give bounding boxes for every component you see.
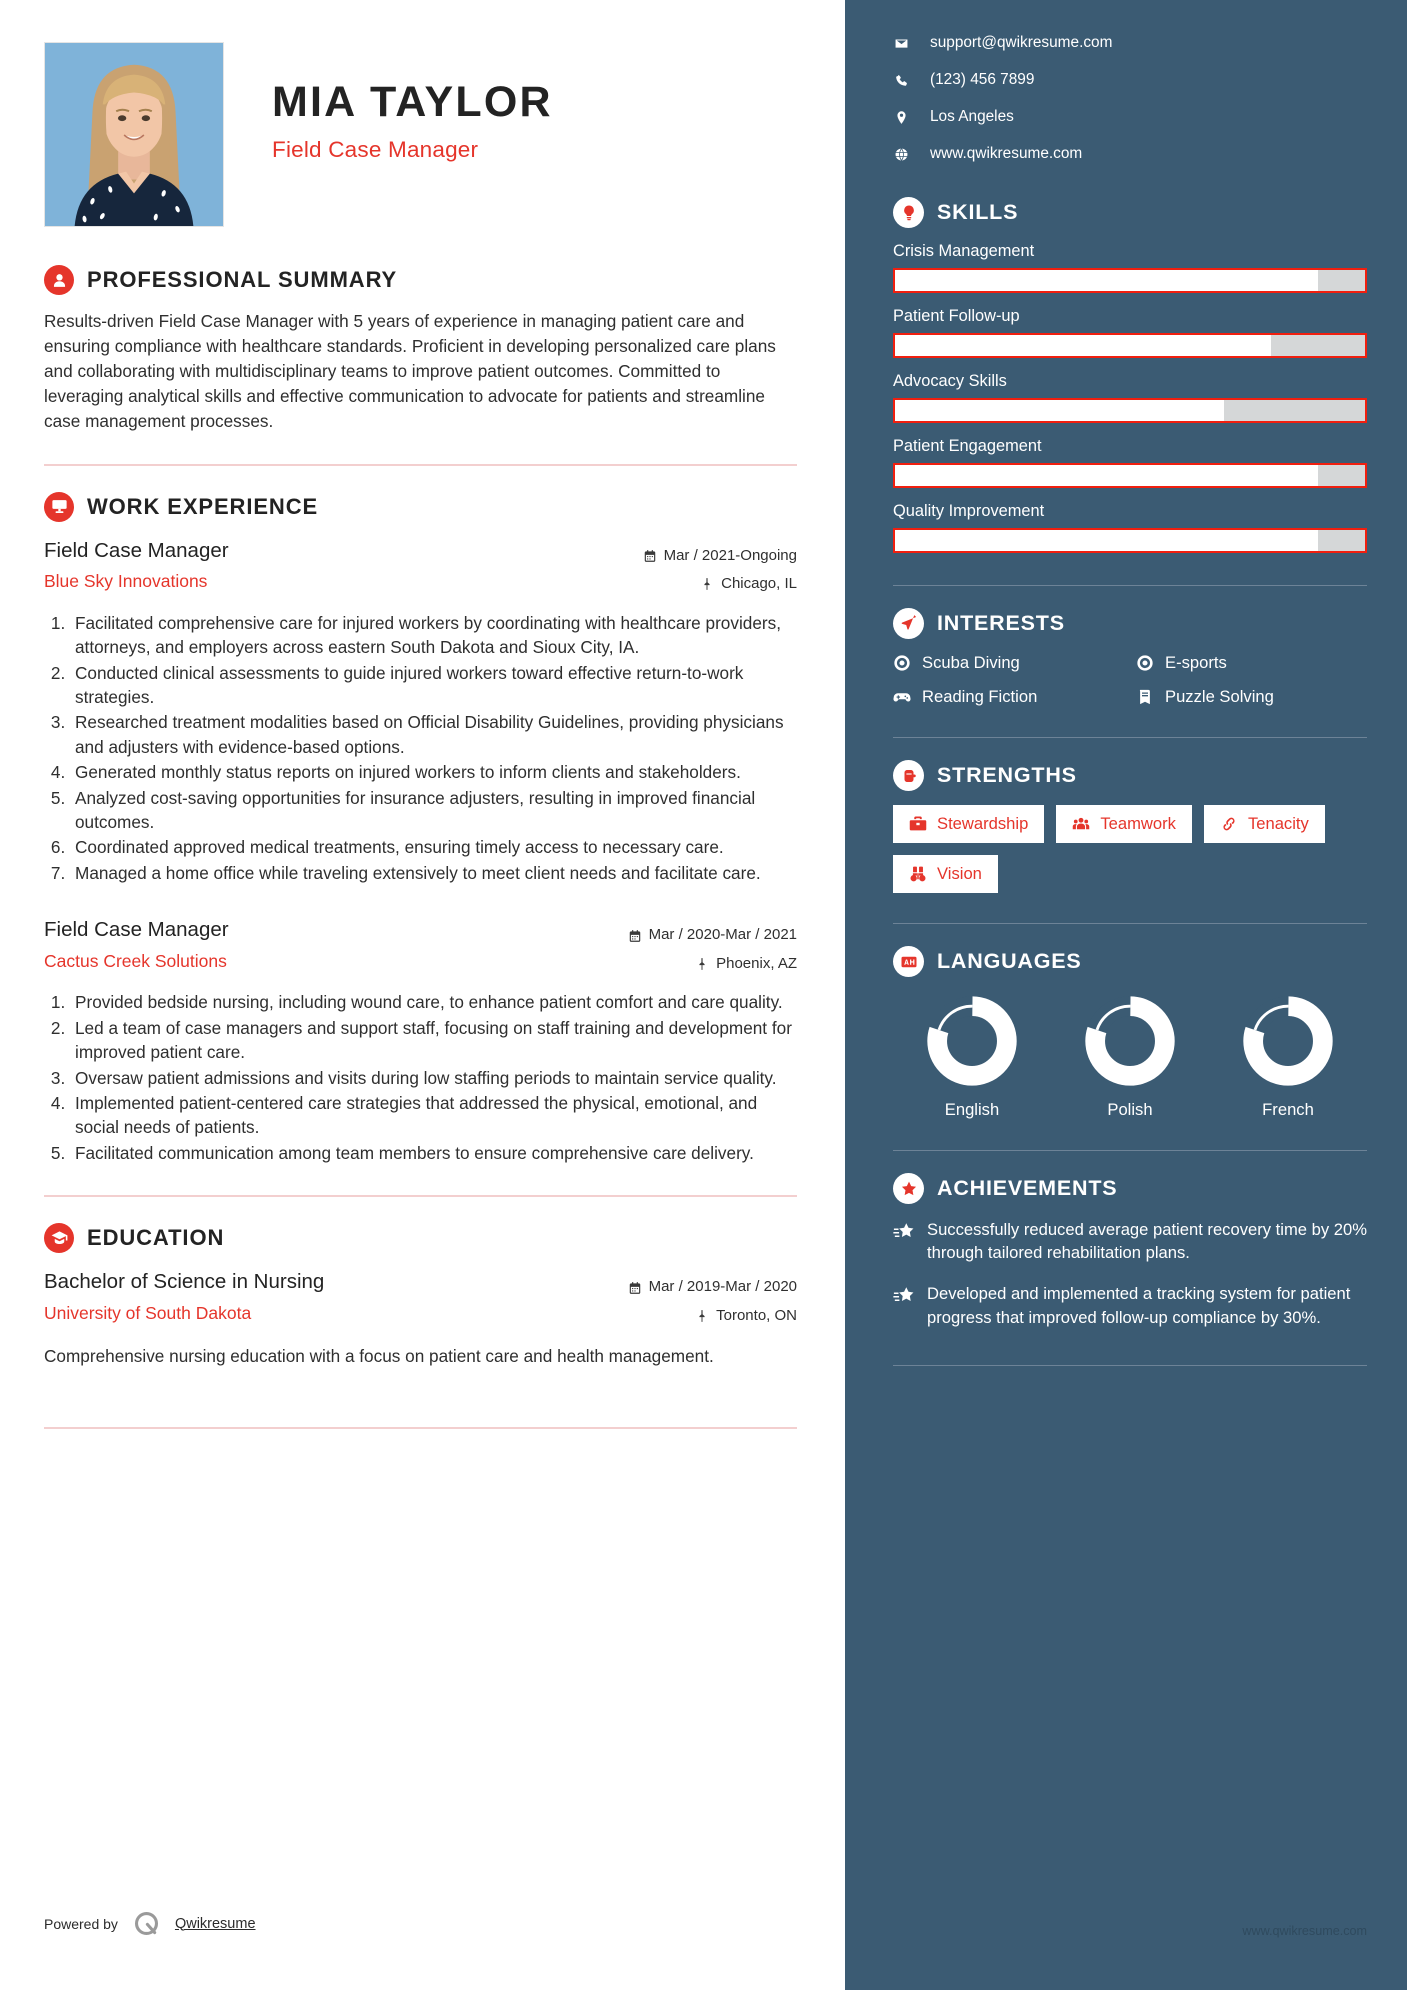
resume-header	[44, 42, 797, 227]
sidebar-footer-url: www.qwikresume.com	[1242, 1924, 1367, 1938]
skill-fill	[895, 530, 1318, 551]
education-location: Toronto, ON	[716, 1306, 797, 1324]
strength-label: Vision	[937, 864, 982, 883]
job-role-subtitle: Field Case Manager	[272, 137, 479, 163]
shooting-star-icon	[893, 1221, 915, 1243]
interest-item	[893, 687, 1124, 707]
language-label: Polish	[1107, 1100, 1153, 1119]
globe-icon	[893, 147, 910, 162]
phone-icon	[893, 73, 910, 88]
calendar-icon	[628, 929, 642, 943]
strength-chip	[893, 805, 1044, 843]
section-header	[893, 197, 1367, 228]
interest-item	[1136, 687, 1367, 707]
section-title: ACHIEVEMENTS	[937, 1176, 1118, 1200]
section-header	[44, 265, 797, 295]
briefcase-monitor-icon	[44, 492, 74, 522]
section-title: LANGUAGES	[937, 949, 1082, 973]
skill-bar	[893, 463, 1367, 488]
skill-fill	[895, 465, 1318, 486]
work-organization: Blue Sky Innovations	[44, 571, 208, 592]
skill-item	[893, 307, 1367, 358]
work-bullet: 4. Generated monthly status reports on injured workers to inform clients and stakeholders.	[70, 760, 797, 784]
work-bullet: 1. Provided bedside nursing, including wound care, to enhance patient comfort and care quality.	[70, 990, 797, 1014]
section-header	[44, 492, 797, 522]
achievement-text: Successfully reduced average patient recovery time by 20% through tailored rehabilitation plans.	[927, 1220, 1367, 1263]
work-meta	[643, 536, 797, 599]
skill-fill	[895, 270, 1318, 291]
section-header	[893, 760, 1367, 791]
interest-label: Puzzle Solving	[1165, 687, 1274, 706]
paper-plane-icon	[893, 608, 924, 639]
work-bullet: 5. Facilitated communication among team members to ensure comprehensive care delivery.	[70, 1141, 797, 1165]
section-divider	[44, 1195, 797, 1197]
strength-chip	[1204, 805, 1325, 843]
section-title: STRENGTHS	[937, 763, 1077, 787]
section-title: EDUCATION	[87, 1225, 225, 1251]
section-education	[44, 1223, 797, 1369]
skill-fill	[895, 335, 1271, 356]
section-header	[893, 608, 1367, 639]
skill-label: Crisis Management	[893, 242, 1035, 260]
section-title: PROFESSIONAL SUMMARY	[87, 267, 398, 292]
work-organization: Cactus Creek Solutions	[44, 950, 227, 971]
map-pin-icon	[893, 110, 910, 125]
sidebar-divider	[893, 737, 1367, 738]
skill-fill	[895, 400, 1224, 421]
achievement-text: Developed and implemented a tracking system for patient progress that improved follow-up compliance by 30%.	[927, 1284, 1351, 1327]
pin-icon	[695, 957, 709, 971]
interest-label: Reading Fiction	[922, 687, 1038, 706]
work-location-row	[628, 950, 797, 979]
contact-block	[893, 34, 1367, 163]
work-date-row	[643, 542, 797, 571]
user-circle-icon	[44, 265, 74, 295]
contact-location-text: Los Angeles	[930, 108, 1014, 125]
work-bullet: 3. Researched treatment modalities based on Official Disability Guidelines, providing physicians and adjusters with evidence-based options.	[70, 710, 797, 759]
work-meta	[628, 915, 797, 978]
translate-icon	[893, 946, 924, 977]
contact-website[interactable]	[893, 145, 1367, 163]
language-item	[926, 995, 1018, 1120]
language-donut-chart	[926, 995, 1018, 1087]
education-meta	[628, 1267, 797, 1330]
sidebar-divider	[893, 585, 1367, 586]
achievement-item	[893, 1282, 1367, 1328]
section-header	[44, 1223, 797, 1253]
section-skills	[893, 197, 1367, 553]
work-bullet: 6. Coordinated approved medical treatments, ensuring timely access to necessary care.	[70, 835, 797, 859]
profile-photo	[44, 42, 224, 227]
calendar-icon	[628, 1281, 642, 1295]
pin-icon	[695, 1309, 709, 1323]
work-bullet: 2. Conducted clinical assessments to guide injured workers toward effective return-to-work strategies.	[70, 661, 797, 710]
contact-phone[interactable]	[893, 71, 1367, 89]
strength-label: Stewardship	[937, 814, 1029, 833]
skill-bar	[893, 528, 1367, 553]
work-bullet-list	[70, 990, 797, 1165]
footer-branding	[44, 1909, 256, 1938]
work-bullet-list	[70, 611, 797, 886]
section-title: WORK EXPERIENCE	[87, 493, 319, 519]
skill-bar	[893, 333, 1367, 358]
interest-list	[893, 653, 1367, 707]
skill-label: Patient Engagement	[893, 437, 1042, 455]
contact-website-text: www.qwikresume.com	[930, 145, 1083, 162]
book-icon	[1136, 688, 1154, 706]
work-date-row	[628, 921, 797, 950]
calendar-icon	[643, 549, 657, 563]
life-ring-icon	[1136, 654, 1154, 672]
binoculars-icon	[909, 865, 927, 883]
shooting-star-icon	[893, 1285, 915, 1307]
education-degree: Bachelor of Science in Nursing	[44, 1270, 325, 1294]
work-bullet: 5. Analyzed cost-saving opportunities for insurance adjusters, resulting in improved financial outcomes.	[70, 786, 797, 835]
language-donut-chart	[1242, 995, 1334, 1087]
work-bullet: 7. Managed a home office while traveling extensively to meet client needs and facilitate care.	[70, 861, 797, 885]
q-logo-icon	[132, 1909, 161, 1938]
work-date: Mar / 2021-Ongoing	[663, 546, 797, 564]
sidebar-divider	[893, 1150, 1367, 1151]
section-header	[893, 946, 1367, 977]
pin-icon	[700, 577, 714, 591]
work-location: Chicago, IL	[721, 575, 797, 593]
work-bullet: 2. Led a team of case managers and support staff, focusing on staff training and development for improved patient care.	[70, 1016, 797, 1065]
section-divider	[44, 464, 797, 466]
skill-label: Quality Improvement	[893, 502, 1045, 520]
language-donut-chart	[1084, 995, 1176, 1087]
section-header	[893, 1173, 1367, 1204]
toolbox-icon	[909, 815, 927, 833]
work-location: Phoenix, AZ	[716, 954, 797, 972]
skill-bar	[893, 398, 1367, 423]
section-title: INTERESTS	[937, 611, 1065, 635]
work-entry	[44, 915, 797, 1165]
strength-chip	[1056, 805, 1192, 843]
strength-chip	[893, 855, 998, 893]
footer-divider	[44, 1427, 797, 1429]
summary-text: Results-driven Field Case Manager with 5 years of experience in managing patient care and ensuring compliance with healthcare standards. Proficient in developing personalized care plans and collaborating with multidisciplinary teams to improve patient outcomes. Committed to leveraging analytical skills and effective communication to advocate for patients and streamline case management processes.	[44, 311, 776, 431]
skill-item	[893, 242, 1367, 293]
contact-email-text: support@qwikresume.com	[930, 34, 1113, 51]
work-role: Field Case Manager	[44, 918, 229, 942]
skill-item	[893, 437, 1367, 488]
section-strengths	[893, 760, 1367, 893]
work-entry	[44, 536, 797, 886]
sidebar-divider	[893, 923, 1367, 924]
users-icon	[1072, 815, 1090, 833]
language-item	[1242, 995, 1334, 1120]
education-description: Comprehensive nursing education with a focus on patient care and health management.	[44, 1346, 714, 1367]
interest-item	[1136, 653, 1367, 673]
skill-item	[893, 502, 1367, 553]
fist-icon	[893, 760, 924, 791]
graduation-icon	[44, 1223, 74, 1253]
work-role: Field Case Manager	[44, 538, 229, 562]
work-bullet: 4. Implemented patient-centered care strategies that addressed the physical, emotional, and social needs of patients.	[70, 1091, 797, 1140]
work-date: Mar / 2020-Mar / 2021	[648, 926, 797, 944]
section-languages	[893, 946, 1367, 1120]
language-item	[1084, 995, 1176, 1120]
work-location-row	[643, 570, 797, 599]
section-title: SKILLS	[937, 200, 1019, 224]
language-label: French	[1262, 1100, 1314, 1119]
section-achievements	[893, 1173, 1367, 1329]
work-bullet: 1. Facilitated comprehensive care for injured workers by coordinating with healthcare providers, attorneys, and employers across eastern South Dakota and Sioux City, IA.	[70, 611, 797, 660]
life-ring-icon	[893, 654, 911, 672]
section-interests	[893, 608, 1367, 707]
strength-list	[893, 805, 1367, 893]
contact-phone-text: (123) 456 7899	[930, 71, 1035, 88]
lightbulb-icon	[893, 197, 924, 228]
education-institution: University of South Dakota	[44, 1302, 252, 1323]
skill-bar	[893, 268, 1367, 293]
envelope-icon	[893, 36, 910, 51]
interest-item	[893, 653, 1124, 673]
language-label: English	[944, 1100, 1000, 1119]
right-sidebar	[845, 0, 1407, 1990]
sidebar-divider	[893, 1365, 1367, 1366]
page-title: MIA TAYLOR	[272, 78, 553, 126]
strength-label: Tenacity	[1247, 814, 1309, 833]
contact-email[interactable]	[893, 34, 1367, 52]
qwikresume-link[interactable]: Qwikresume	[174, 1915, 256, 1932]
education-date-row	[628, 1273, 797, 1302]
skill-label: Patient Follow-up	[893, 307, 1020, 325]
star-badge-icon	[893, 1173, 924, 1204]
education-entry	[44, 1267, 797, 1369]
gamepad-icon	[893, 688, 911, 706]
work-bullet: 3. Oversaw patient admissions and visits during low staffing periods to maintain service quality.	[70, 1066, 797, 1090]
language-list	[893, 995, 1367, 1120]
link-icon	[1220, 815, 1238, 833]
interest-label: E-sports	[1165, 653, 1227, 672]
interest-label: Scuba Diving	[922, 653, 1020, 672]
skill-item	[893, 372, 1367, 423]
powered-by-label: Powered by	[44, 1915, 118, 1932]
strength-label: Teamwork	[1100, 814, 1176, 833]
contact-location	[893, 108, 1367, 126]
achievement-item	[893, 1218, 1367, 1264]
education-date: Mar / 2019-Mar / 2020	[648, 1278, 797, 1296]
skill-label: Advocacy Skills	[893, 372, 1007, 390]
education-location-row	[628, 1302, 797, 1331]
section-work-experience	[44, 492, 797, 1166]
section-professional-summary	[44, 265, 797, 434]
name-block	[224, 42, 553, 163]
